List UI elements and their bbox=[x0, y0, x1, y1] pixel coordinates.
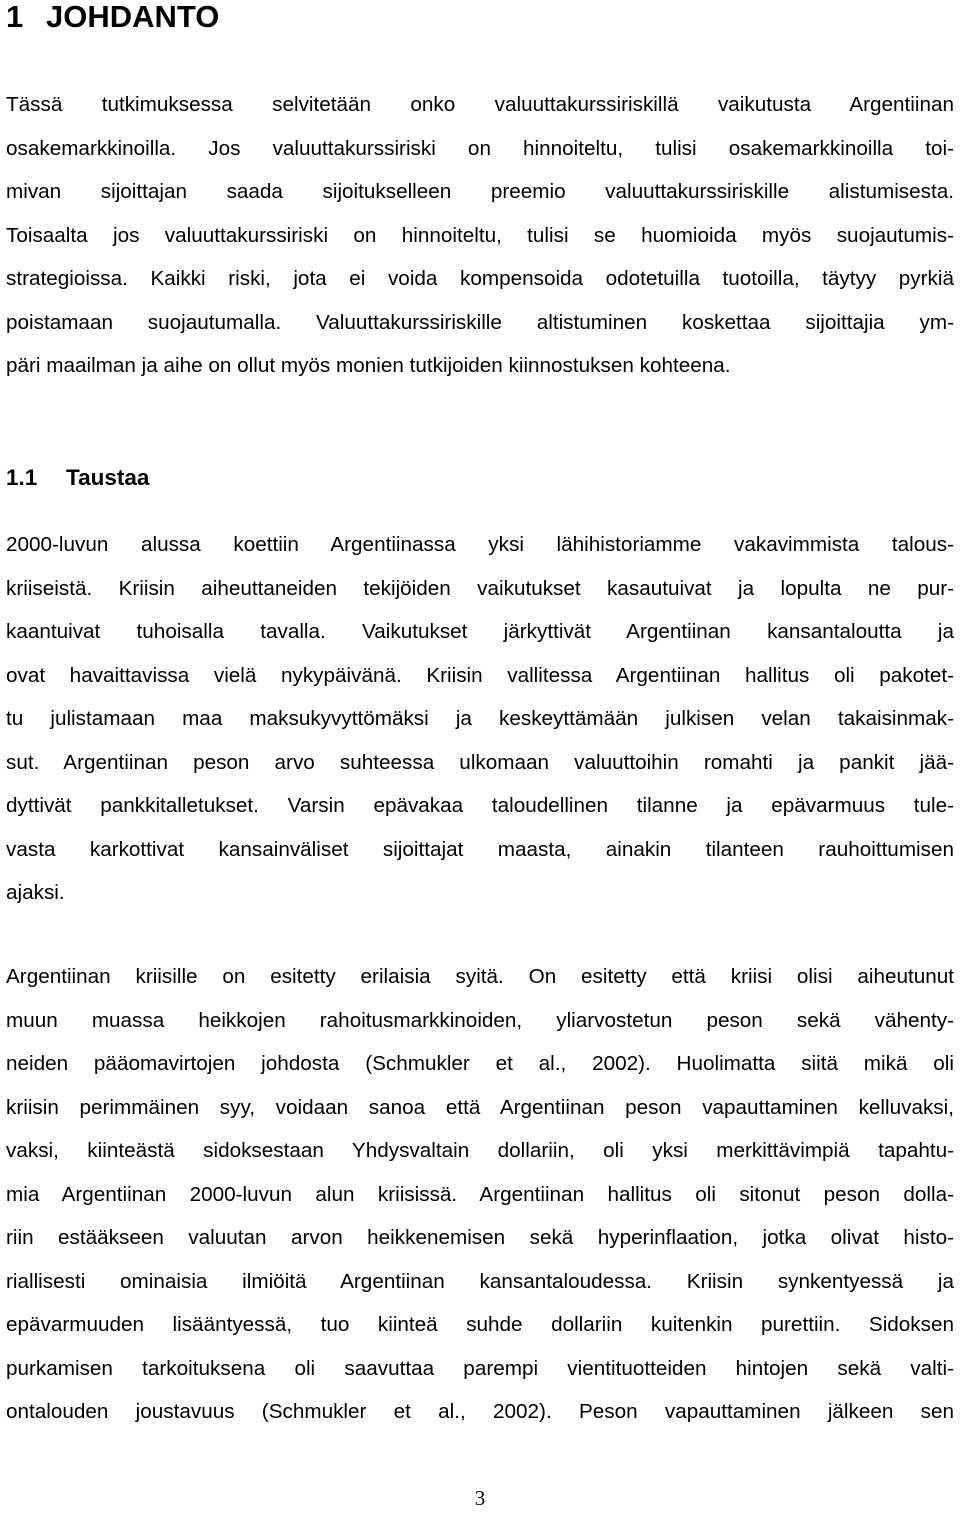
text-line: riallisesti ominaisia ilmiöitä Argentiinan kansantaloudessa. Kriisin synkentyessä ja bbox=[6, 1269, 954, 1293]
background-paragraph bbox=[6, 955, 954, 1434]
text-line: kriisin perimmäinen syy, voidaan sanoa että Argentiinan peson vapauttaminen kelluvaksi, bbox=[6, 1095, 954, 1119]
text-line: strategioissa. Kaikki riski, jota ei voida kompensoida odotetuilla tuotoilla, täytyy pyrkiä bbox=[6, 267, 954, 290]
text-line: kriiseistä. Kriisin aiheuttaneiden tekijöiden vaikutukset kasautuivat ja lopulta ne pur- bbox=[6, 576, 954, 600]
section-number: 1.1 bbox=[6, 465, 38, 490]
text-line: Tässä tutkimuksessa selvitetään onko valuuttakurssiriskillä vaikutusta Argentiinan bbox=[6, 93, 954, 116]
text-line: tu julistamaan maa maksukyvyttömäksi ja keskeyttämään julkisen velan takaisinmak- bbox=[6, 707, 954, 730]
background-paragraph bbox=[6, 523, 954, 915]
text-line: ovat havaittavissa vielä nykypäivänä. Kriisin vallitessa Argentiinan hallitus oli pakotet- bbox=[6, 663, 954, 687]
page-number: 3 bbox=[474, 1486, 486, 1510]
text-line: päri maailman ja aihe on ollut myös monien tutkijoiden kiinnostuksen kohteena. bbox=[6, 354, 731, 377]
text-line: neiden pääomavirtojen johdosta (Schmukler et al., 2002). Huolimatta siitä mikä oli bbox=[6, 1052, 954, 1075]
intro-paragraph bbox=[6, 83, 954, 388]
chapter-title: JOHDANTO bbox=[46, 0, 220, 34]
text-line: 2000-luvun alussa koettiin Argentiinassa yksi lähihistoriamme vakavimmista talous- bbox=[6, 533, 954, 556]
text-line: Argentiinan kriisille on esitetty erilaisia syitä. On esitetty että kriisi olisi aiheutunut bbox=[6, 965, 954, 988]
text-line: dyttivät pankkitalletukset. Varsin epävakaa taloudellinen tilanne ja epävarmuus tule- bbox=[6, 794, 954, 817]
chapter-number: 1 bbox=[6, 0, 24, 34]
text-line: poistamaan suojautumalla. Valuuttakurssiriskille altistuminen koskettaa sijoittajia ym- bbox=[6, 310, 954, 334]
text-line: sut. Argentiinan peson arvo suhteessa ulkomaan valuuttoihin romahti ja pankit jää- bbox=[6, 750, 954, 774]
text-line: purkamisen tarkoituksena oli saavuttaa parempi vientituotteiden hintojen sekä valti- bbox=[6, 1356, 954, 1380]
section-title: Taustaa bbox=[66, 465, 150, 490]
text-line: vaksi, kiinteästä sidoksestaan Yhdysvaltain dollariin, oli yksi merkittävimpiä tapahtu- bbox=[6, 1139, 954, 1162]
text-line: ajaksi. bbox=[6, 881, 65, 904]
section-heading bbox=[6, 463, 149, 493]
text-line: riin estääkseen valuutan arvon heikkenemisen sekä hyperinflaation, jotka olivat histo- bbox=[6, 1226, 954, 1249]
text-line: mia Argentiinan 2000-luvun alun kriisissä. Argentiinan hallitus oli sitonut peson dolla- bbox=[6, 1182, 954, 1206]
text-line: vasta karkottivat kansainväliset sijoittajat maasta, ainakin tilanteen rauhoittumisen bbox=[6, 837, 954, 861]
text-line: muun muassa heikkojen rahoitusmarkkinoiden, yliarvostetun peson sekä vähenty- bbox=[6, 1008, 954, 1032]
chapter-heading bbox=[6, 0, 219, 36]
text-line: mivan sijoittajan saada sijoitukselleen preemio valuuttakurssiriskille alistumisesta. bbox=[6, 180, 954, 203]
text-line: ontalouden joustavuus (Schmukler et al., 2002). Peson vapauttaminen jälkeen sen bbox=[6, 1400, 954, 1423]
text-line: kaantuivat tuhoisalla tavalla. Vaikutukset järkyttivät Argentiinan kansantaloutta ja bbox=[6, 620, 954, 643]
text-line: Toisaalta jos valuuttakurssiriski on hinnoiteltu, tulisi se huomioida myös suojautumis- bbox=[6, 223, 954, 247]
text-line: osakemarkkinoilla. Jos valuuttakurssiriski on hinnoiteltu, tulisi osakemarkkinoilla toi- bbox=[6, 136, 954, 160]
text-line: epävarmuuden lisääntyessä, tuo kiinteä suhde dollariin kuitenkin purettiin. Sidoksen bbox=[6, 1313, 954, 1336]
